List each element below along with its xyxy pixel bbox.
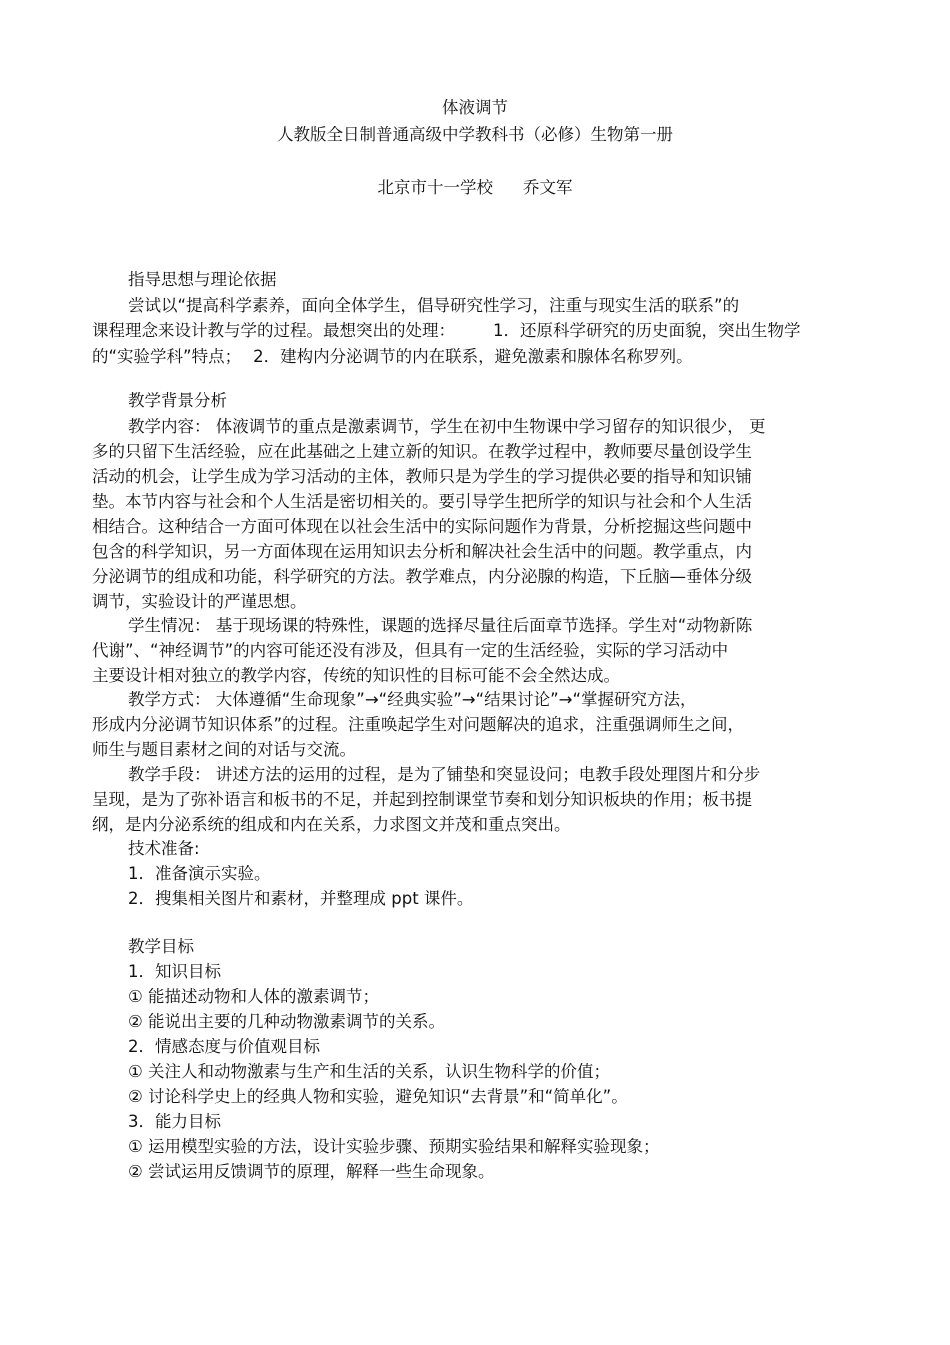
school-name: 北京市十一学校: [377, 178, 493, 197]
content-line: 分泌调节的组成和功能，科学研究的方法。教学难点，内分泌腺的构造，下丘脑—垂体分级: [92, 567, 752, 586]
section-heading-background: 教学背景分析: [128, 391, 227, 410]
method-line: 形成内分泌调节知识体系”的过程。注重唤起学生对问题解决的追求，注重强调师生之间，: [92, 715, 745, 734]
means-line: 纲，是内分泌系统的组成和内在关系，力求图文并茂和重点突出。: [92, 815, 571, 834]
content-line: 多的只留下生活经验，应在此基础之上建立新的知识。在教学过程中，教师要尽量创设学生: [92, 442, 752, 461]
content-line: 垫。本节内容与社会和个人生活是密切相关的。要引导学生把所学的知识与社会和个人生活: [92, 492, 752, 511]
students-line: 主要设计相对独立的教学内容，传统的知识性的目标可能不会全然达成。: [92, 666, 620, 685]
guiding-line: 的“实验学科”特点； 2．建构内分泌调节的内在联系，避免激素和腺体名称罗列。: [92, 347, 693, 366]
section-heading-guiding: 指导思想与理论依据: [128, 270, 277, 289]
tech-heading: 技术准备:: [128, 839, 200, 858]
content-line: 教学内容： 体液调节的重点是激素调节，学生在初中生物课中学习留存的知识很少， 更: [128, 417, 766, 436]
content-line: 活动的机会，让学生成为学习活动的主体，教师只是为学生的学习提供必要的指导和知识铺: [92, 467, 752, 486]
doc-title: 体液调节: [442, 98, 508, 117]
author-name: 乔文军: [523, 178, 573, 197]
content-line: 调节，实验设计的严谨思想。: [92, 592, 307, 611]
means-line: 呈现，是为了弥补语言和板书的不足，并起到控制课堂节奏和划分知识板块的作用；板书提: [92, 790, 752, 809]
goal-line: ② 讨论科学史上的经典人物和实验，避免知识“去背景”和“简单化”。: [128, 1087, 628, 1106]
method-line: 师生与题目素材之间的对话与交流。: [92, 740, 356, 759]
section-heading-goals: 教学目标: [128, 937, 194, 956]
students-line: 学生情况： 基于现场课的特殊性，课题的选择尽量往后面章节选择。学生对“动物新陈: [128, 616, 753, 635]
content-line: 相结合。这种结合一方面可体现在以社会生活中的实际问题作为背景，分析挖掘这些问题中: [92, 517, 752, 536]
goal-line: ① 能描述动物和人体的激素调节；: [128, 987, 380, 1006]
author-line: [0, 174, 950, 198]
goal-line: 3．能力目标: [128, 1112, 221, 1131]
students-line: 代谢”、“神经调节”的内容可能还没有涉及，但具有一定的生活经验，实际的学习活动中: [92, 641, 729, 660]
means-line: 教学手段： 讲述方法的运用的过程，是为了铺垫和突显设问；电教手段处理图片和分步: [128, 765, 761, 784]
doc-subtitle: 人教版全日制普通高级中学教科书（必修）生物第一册: [277, 125, 673, 144]
tech-item: 1．准备演示实验。: [128, 864, 271, 883]
goal-line: ② 尝试运用反馈调节的原理，解释一些生命现象。: [128, 1162, 495, 1181]
tech-item: 2．搜集相关图片和素材，并整理成 ppt 课件。: [128, 889, 474, 908]
guiding-line: 尝试以“提高科学素养，面向全体学生，倡导研究性学习，注重与现实生活的联系”的: [128, 296, 740, 315]
content-line: 包含的科学知识，另一方面体现在运用知识去分析和解决社会生活中的问题。教学重点，内: [92, 542, 752, 561]
goal-line: ① 运用模型实验的方法，设计实验步骤、预期实验结果和解释实验现象；: [128, 1137, 660, 1156]
method-line: 教学方式： 大体遵循“生命现象”→“经典实验”→“结果讨论”→“掌握研究方法，: [128, 690, 697, 709]
guiding-line: 课程理念来设计教与学的过程。最想突出的处理： 1．还原科学研究的历史面貌，突出生物学: [92, 321, 801, 340]
goal-line: ① 关注人和动物激素与生产和生活的关系，认识生物科学的价值；: [128, 1062, 611, 1081]
goal-line: 1．知识目标: [128, 962, 221, 981]
goal-line: 2．情感态度与价值观目标: [128, 1037, 320, 1056]
goal-line: ② 能说出主要的几种动物激素调节的关系。: [128, 1012, 446, 1031]
